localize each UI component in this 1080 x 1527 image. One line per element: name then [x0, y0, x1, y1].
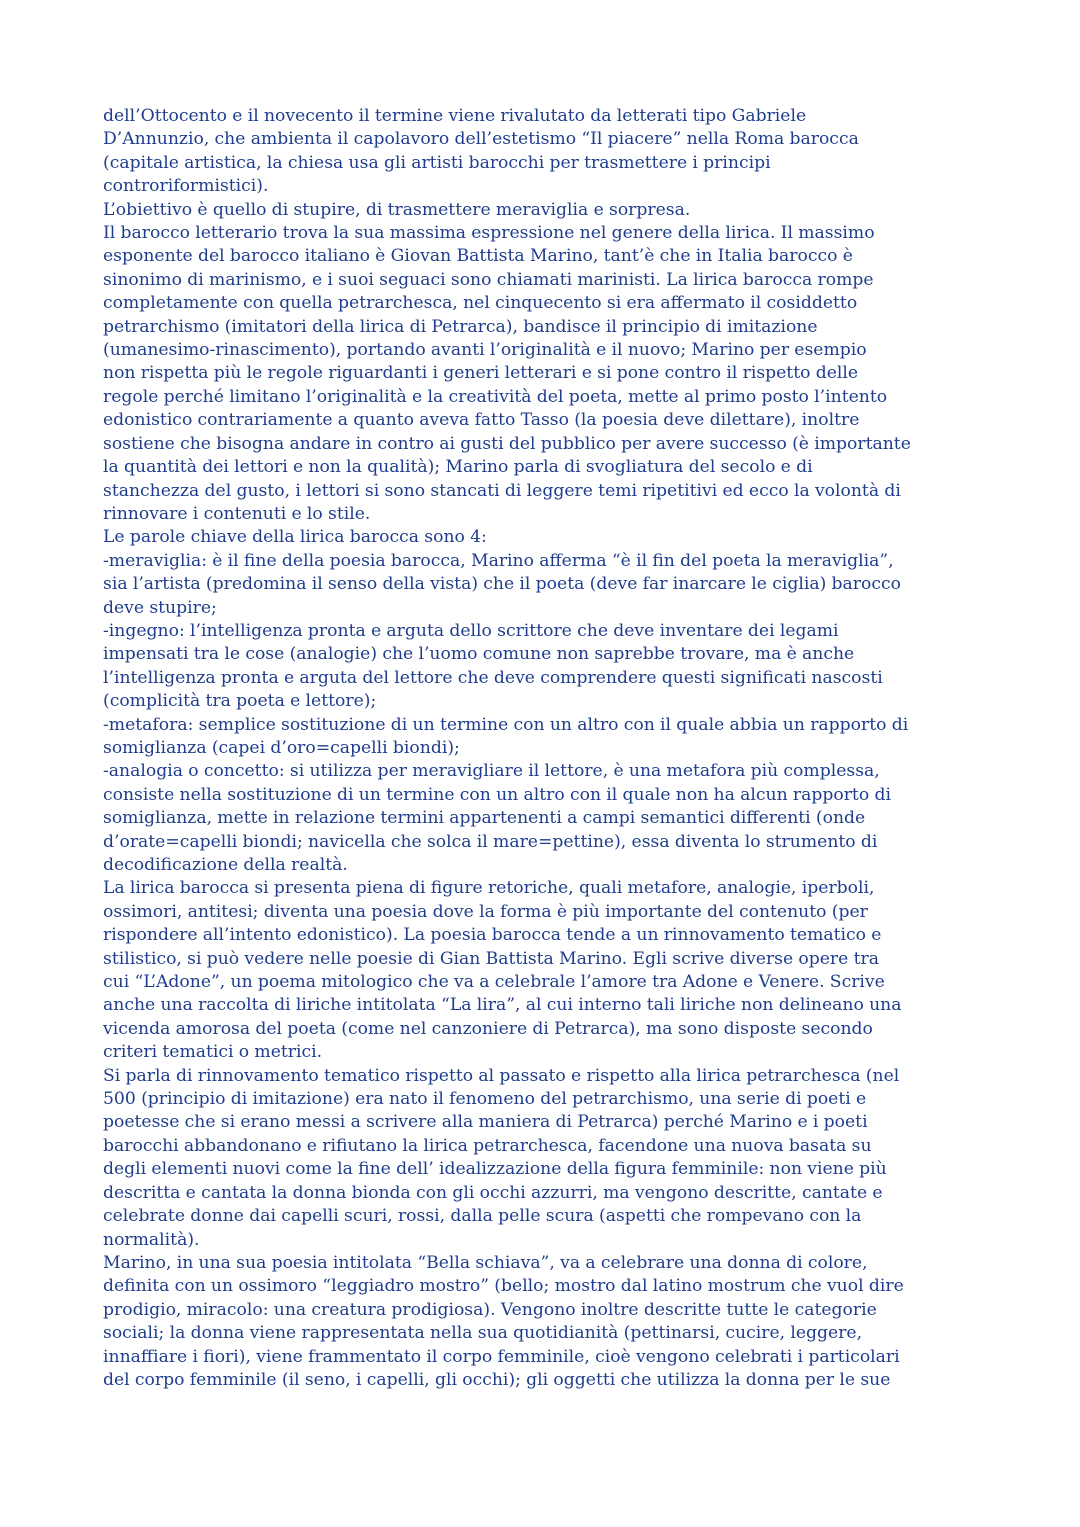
text-line: -metafora: semplice sostituzione di un termine con un altro con il quale abbia un rapporto di: [103, 714, 909, 735]
text-line: decodificazione della realtà.: [103, 855, 348, 875]
text-line: prodigio, miracolo: una creatura prodigiosa). Vengono inoltre descritte tutte le categorie: [103, 1299, 877, 1320]
text-line: la quantità dei lettori e non la qualità); Marino parla di svogliatura del secolo e di: [103, 457, 813, 478]
text-line: sinonimo di marinismo, e i suoi seguaci sono chiamati marinisti. La lirica barocca rompe: [103, 269, 874, 290]
text-line: L’obiettivo è quello di stupire, di trasmettere meraviglia e sorpresa.: [103, 199, 691, 220]
text-line: innaffiare i fiori), viene frammentato il corpo femminile, cioè vengono celebrati i particolari: [103, 1346, 900, 1367]
text-line: completamente con quella petrarchesca, nel cinquecento si era affermato il cosiddetto: [103, 293, 858, 314]
text-line: cui “L’Adone”, un poema mitologico che va a celebrale l’amore tra Adone e Venere. Scrive: [103, 972, 885, 993]
text-line: deve stupire;: [103, 597, 217, 618]
text-line: controriformistici).: [103, 176, 269, 197]
text-line: regole perché limitano l’originalità e la creatività del poeta, mette al primo posto l’intento: [103, 386, 888, 407]
text-line: consiste nella sostituzione di un termine con un altro con il quale non ha alcun rapporto di: [103, 784, 891, 805]
text-line: sostiene che bisogna andare in contro ai gusti del pubblico per avere successo (è importante: [103, 433, 911, 454]
text-line: poetesse che si erano messi a scrivere alla maniera di Petrarca) perché Marino e i poeti: [103, 1112, 868, 1133]
text-line: edonistico contrariamente a quanto aveva fatto Tasso (la poesia deve dilettare), inoltre: [103, 410, 860, 431]
text-line: sia l’artista (predomina il senso della vista) che il poeta (deve far inarcare le ciglia) barocco: [103, 574, 901, 595]
text-line: Il barocco letterario trova la sua massima espressione nel genere della lirica. Il massimo: [103, 223, 875, 244]
text-line: esponente del barocco italiano è Giovan Battista Marino, tant’è che in Italia barocco è: [103, 246, 853, 267]
text-line: Marino, in una sua poesia intitolata “Bella schiava”, va a celebrare una donna di colore,: [103, 1252, 868, 1273]
text-line: (complicità tra poeta e lettore);: [103, 691, 377, 712]
text-line: definita con un ossimoro “leggiadro mostro” (bello; mostro dal latino mostrum che vuol dire: [103, 1276, 904, 1297]
text-line: rinnovare i contenuti e lo stile.: [103, 503, 371, 524]
text-line: normalità).: [103, 1229, 200, 1250]
text-line: vicenda amorosa del poeta (come nel canzoniere di Petrarca), ma sono disposte secondo: [103, 1018, 873, 1039]
text-line: dell’Ottocento e il novecento il termine viene rivalutato da letterati tipo Gabriele: [103, 106, 807, 126]
text-line: ossimori, antitesi; diventa una poesia dove la forma è più importante del contenuto (per: [103, 901, 868, 922]
text-line: somiglianza, mette in relazione termini appartenenti a campi semantici differenti (onde: [103, 808, 866, 829]
text-line: 500 (principio di imitazione) era nato il fenomeno del petrarchismo, una serie di poeti e: [103, 1089, 867, 1110]
text-line: (umanesimo-rinascimento), portando avanti l’originalità e il nuovo; Marino per esempio: [103, 340, 867, 361]
text-line: celebrate donne dai capelli scuri, rossi, dalla pelle scura (aspetti che rompevano con la: [103, 1206, 862, 1227]
text-line: La lirica barocca si presenta piena di figure retoriche, quali metafore, analogie, iperboli,: [103, 878, 875, 899]
text-line: l’intelligenza pronta e arguta del lettore che deve comprendere questi significati nascosti: [103, 667, 883, 688]
text-line: Si parla di rinnovamento tematico rispetto al passato e rispetto alla lirica petrarchesca (nel: [103, 1065, 900, 1086]
text-line: impensati tra le cose (analogie) che l’uomo comune non saprebbe trovare, ma è anche: [103, 644, 855, 665]
text-line: sociali; la donna viene rappresentata nella sua quotidianità (pettinarsi, cucire, leggere,: [103, 1323, 863, 1344]
text-line: D’Annunzio, che ambienta il capolavoro dell’estetismo “Il piacere” nella Roma barocca: [103, 129, 859, 150]
text-line: degli elementi nuovi come la fine dell’ idealizzazione della figura femminile: non viene più: [103, 1159, 887, 1180]
text-line: barocchi abbandonano e rifiutano la lirica petrarchesca, facendone una nuova basata su: [103, 1135, 872, 1156]
text-line: non rispetta più le regole riguardanti i generi letterari e si pone contro il rispetto delle: [103, 363, 859, 384]
document-page: [103, 105, 1003, 1392]
text-line: somiglianza (capei d’oro=capelli biondi);: [103, 737, 460, 758]
text-line: d’orate=capelli biondi; navicella che solca il mare=pettine), essa diventa lo strumento di: [103, 831, 878, 852]
text-line: -meraviglia: è il fine della poesia barocca, Marino afferma “è il fin del poeta la meraviglia”,: [103, 550, 894, 571]
text-line: -analogia o concetto: si utilizza per meravigliare il lettore, è una metafora più complessa,: [103, 761, 880, 782]
text-line: descritta e cantata la donna bionda con gli occhi azzurri, ma vengono descritte, cantate e: [103, 1182, 883, 1203]
text-line: petrarchismo (imitatori della lirica di Petrarca), bandisce il principio di imitazione: [103, 316, 818, 337]
text-line: criteri tematici o metrici.: [103, 1042, 323, 1063]
text-line: (capitale artistica, la chiesa usa gli artisti barocchi per trasmettere i principi: [103, 152, 771, 173]
text-line: -ingegno: l’intelligenza pronta e arguta dello scrittore che deve inventare dei legami: [103, 620, 839, 641]
text-line: Le parole chiave della lirica barocca sono 4:: [103, 527, 487, 548]
text-line: del corpo femminile (il seno, i capelli, gli occhi); gli oggetti che utilizza la donna per le sue: [103, 1369, 891, 1390]
text-line: anche una raccolta di liriche intitolata “La lira”, al cui interno tali liriche non delineano una: [103, 995, 902, 1016]
text-line: rispondere all’intento edonistico). La poesia barocca tende a un rinnovamento tematico e: [103, 925, 882, 946]
text-line: stanchezza del gusto, i lettori si sono stancati di leggere temi ripetitivi ed ecco la volontà di: [103, 480, 901, 501]
text-line: stilistico, si può vedere nelle poesie di Gian Battista Marino. Egli scrive diverse opere tra: [103, 948, 879, 969]
